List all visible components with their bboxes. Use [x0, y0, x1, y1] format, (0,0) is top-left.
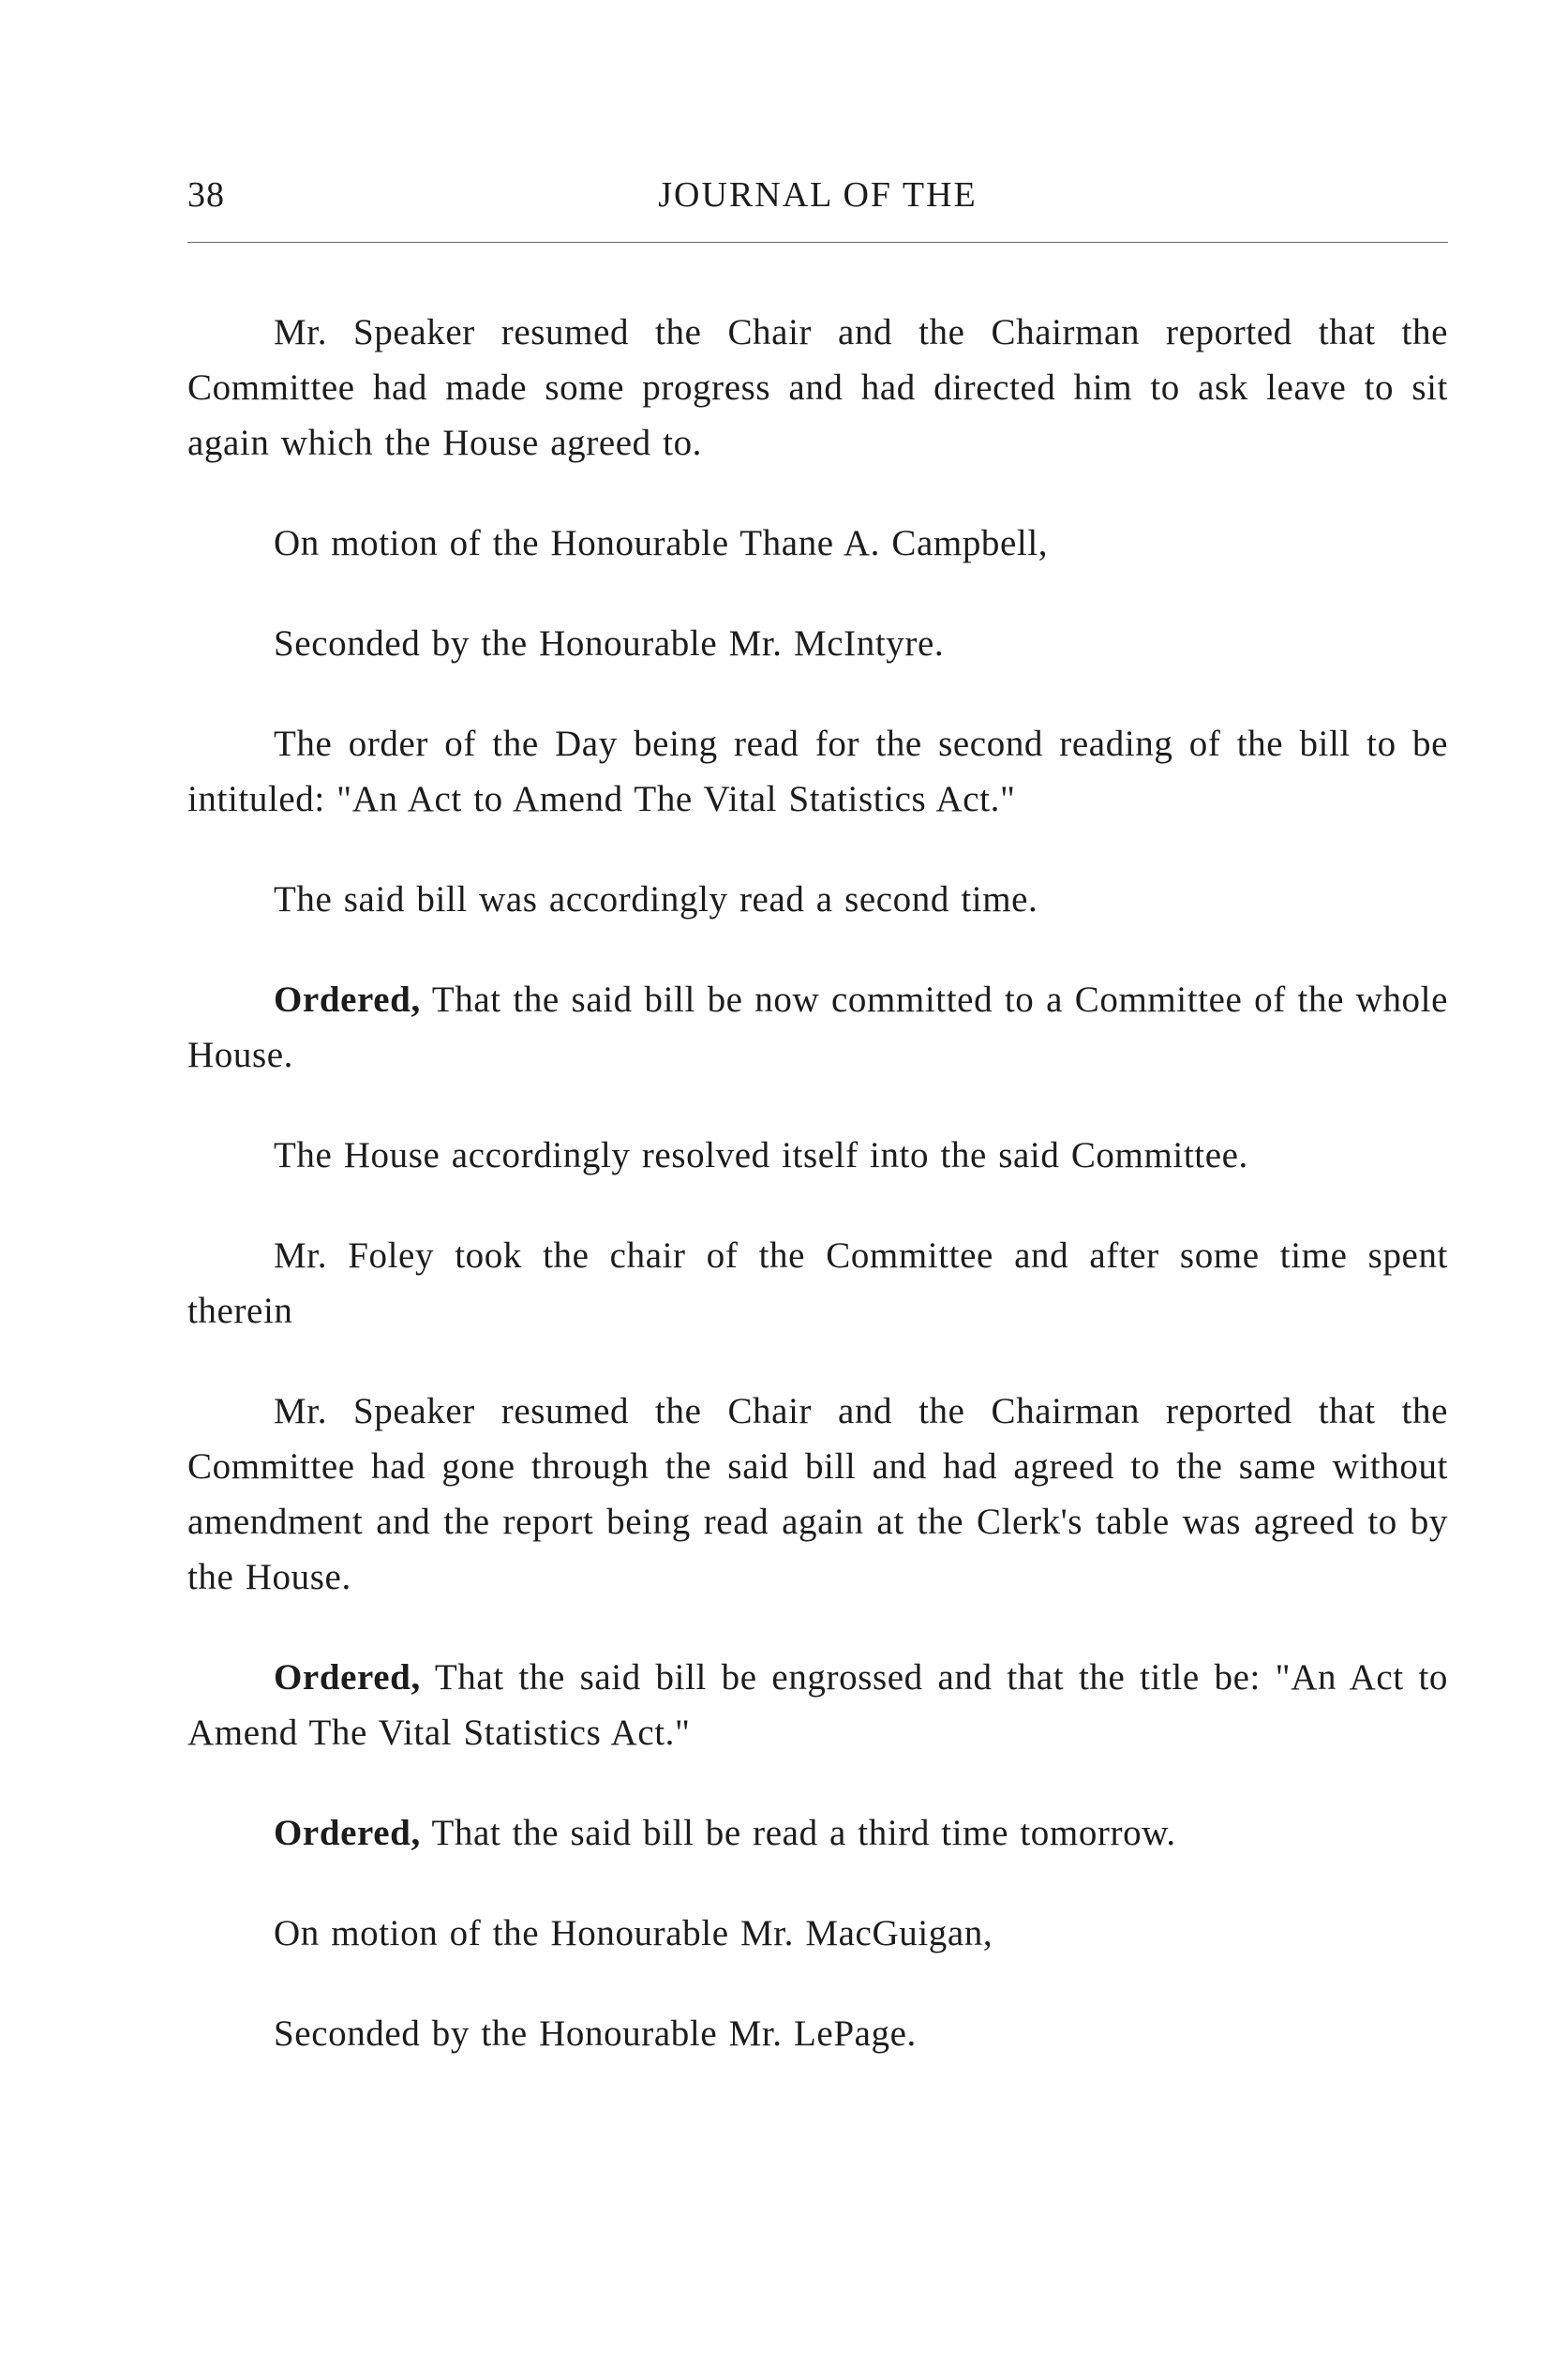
ordered-lead: Ordered,	[274, 980, 421, 1020]
paragraph-text: On motion of the Honourable Thane A. Campbell,	[274, 523, 1049, 563]
paragraph-read-second-time	[187, 872, 1448, 927]
paragraph-speaker-reported	[187, 1384, 1448, 1605]
paragraph-foley-chair	[187, 1228, 1448, 1339]
paragraph-text: The said bill was accordingly read a second time.	[274, 879, 1038, 920]
paragraph-house-resolved	[187, 1128, 1448, 1183]
paragraph-ordered-engrossed	[187, 1650, 1448, 1760]
paragraph-text: Seconded by the Honourable Mr. LePage.	[274, 2013, 917, 2054]
paragraph-text: Mr. Speaker resumed the Chair and the Chairman reported that the Committee had made some progress and had directed him to ask leave to sit again which the House agreed to.	[187, 312, 1448, 463]
running-title: JOURNAL OF THE	[658, 175, 978, 215]
paragraph-text: On motion of the Honourable Mr. MacGuigan,	[274, 1913, 993, 1953]
page-number: 38	[187, 175, 225, 215]
paragraph-seconded-lepage	[187, 2006, 1448, 2061]
paragraph-text: Seconded by the Honourable Mr. McIntyre.	[274, 623, 945, 664]
paragraph-speaker-resumed	[187, 305, 1448, 471]
page-header	[187, 174, 1448, 227]
paragraph-ordered-third-reading	[187, 1805, 1448, 1861]
paragraph-order-of-day	[187, 716, 1448, 827]
paragraph-motion-macguigan	[187, 1906, 1448, 1961]
paragraph-seconded-mcintyre	[187, 616, 1448, 671]
paragraph-text: That the said bill be now committed to a Committee of the whole House.	[187, 980, 1448, 1075]
paragraph-text: Mr. Speaker resumed the Chair and the Chairman reported that the Committee had gone through the said bill and had agreed to the same without amendment and the report being read again at the Clerk's table was agreed to by the House.	[187, 1391, 1448, 1597]
journal-body	[187, 305, 1448, 2106]
paragraph-text: That the said bill be engrossed and that the title be: "An Act to Amend The Vital Statistics Act."	[187, 1657, 1448, 1753]
ordered-lead: Ordered,	[274, 1657, 421, 1698]
paragraph-text: That the said bill be read a third time tomorrow.	[420, 1813, 1176, 1853]
paragraph-ordered-committed	[187, 972, 1448, 1083]
paragraph-text: The House accordingly resolved itself into the said Committee.	[274, 1135, 1248, 1175]
paragraph-text: The order of the Day being read for the second reading of the bill to be intituled: "An Act to Amend The Vital Statistics Act."	[187, 724, 1448, 819]
header-rule	[187, 242, 1448, 243]
paragraph-text: Mr. Foley took the chair of the Committee and after some time spent therein	[187, 1235, 1448, 1331]
paragraph-motion-campbell	[187, 516, 1448, 571]
ordered-lead: Ordered,	[274, 1813, 421, 1853]
